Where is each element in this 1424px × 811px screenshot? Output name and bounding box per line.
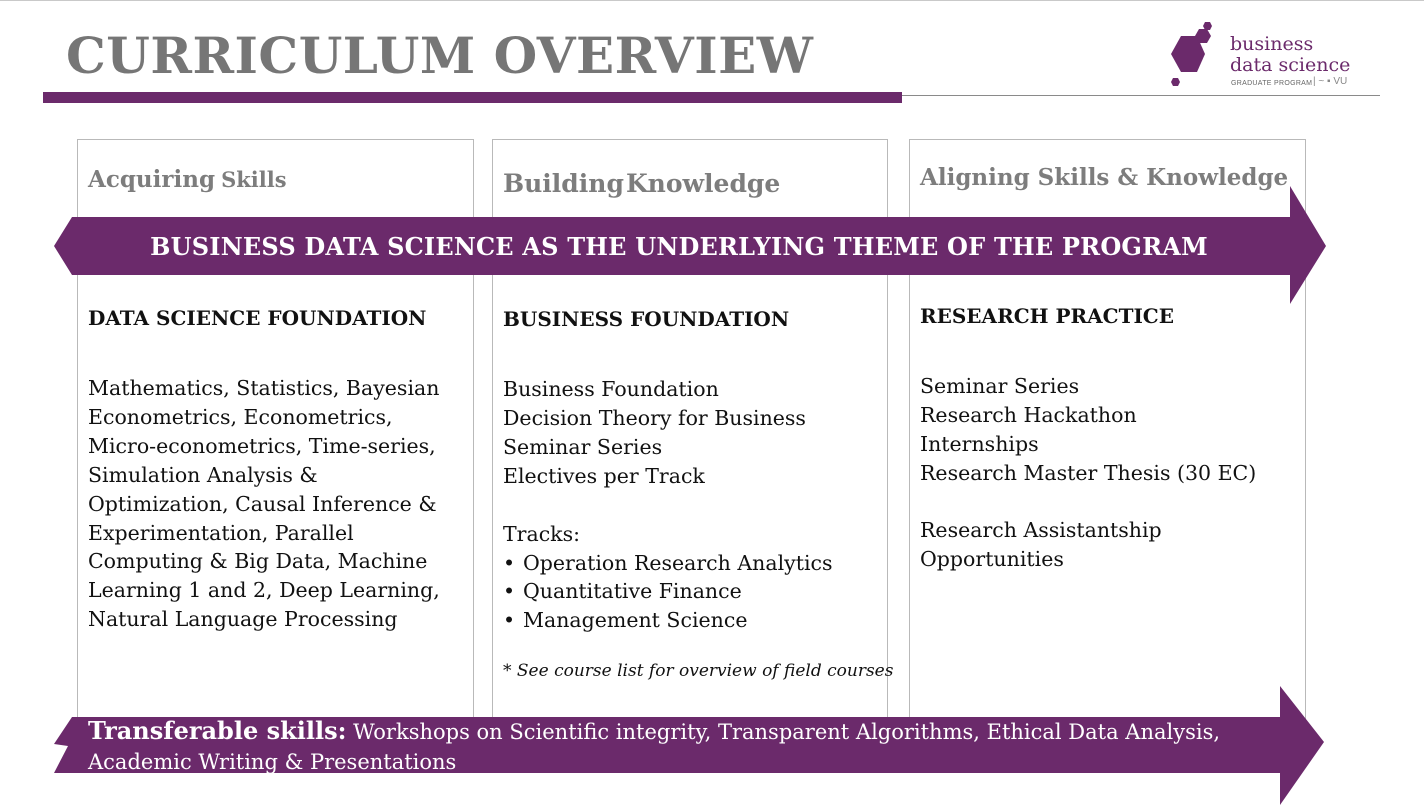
course-line: Natural Language Processing <box>88 607 398 632</box>
spacer <box>920 488 1256 516</box>
course-line: Research Assistantship <box>920 517 1162 542</box>
course-line: Mathematics, Statistics, Bayesian <box>88 376 440 400</box>
course-line: Seminar Series <box>920 374 1080 398</box>
theme-banner-text: BUSINESS DATA SCIENCE AS THE UNDERLYING THEME OF THE PROGRAM <box>150 231 1208 261</box>
transferable-skills-rest: Workshops on Scientific integrity, Transparent Algorithms, Ethical Data Analysis, <box>346 720 1221 744</box>
column-2-course-list <box>503 375 833 635</box>
course-line: Research Hackathon <box>920 402 1137 427</box>
transferable-skills-lead: Transferable skills: <box>88 716 347 745</box>
course-line: Simulation Analysis & <box>88 462 318 487</box>
transferable-skills-line-2: Academic Writing & Presentations <box>88 750 457 774</box>
logo-line-2: data science <box>1230 54 1351 76</box>
column-1-course-list <box>88 374 440 634</box>
course-line: Computing & Big Data, Machine <box>88 549 428 574</box>
course-line: Experimentation, Parallel <box>88 520 354 545</box>
column-2-heading-a: Building <box>503 169 624 198</box>
column-3-course-list <box>920 372 1256 573</box>
program-logo <box>1165 18 1415 96</box>
transferable-skills-line-1 <box>88 716 1258 747</box>
spacer <box>503 491 833 520</box>
course-line: Opportunities <box>920 546 1064 571</box>
logo-subtitle: GRADUATE PROGRAM <box>1231 80 1313 87</box>
course-line: Learning 1 and 2, Deep Learning, <box>88 578 440 603</box>
title-underline-bar <box>43 92 902 103</box>
logo-wordmark <box>1230 34 1350 76</box>
column-1-heading-a: Acquiring <box>88 166 216 193</box>
course-line: Optimization, Causal Inference & <box>88 491 437 516</box>
tracks-label: Tracks: <box>503 521 581 546</box>
track-item: • Operation Research Analytics <box>503 549 833 578</box>
course-line: Electives per Track <box>503 463 705 488</box>
top-border <box>0 0 1424 1</box>
track-item: • Management Science <box>503 606 833 635</box>
column-1-subheading: DATA SCIENCE FOUNDATION <box>88 306 427 330</box>
page-title: CURRICULUM OVERVIEW <box>66 26 814 85</box>
course-line: Micro-econometrics, Time-series, <box>88 433 436 458</box>
column-2-subheading: BUSINESS FOUNDATION <box>503 307 790 331</box>
column-2-heading-b: Knowledge <box>625 169 781 198</box>
course-line: Seminar Series <box>503 434 663 459</box>
column-3-heading: Aligning Skills & Knowledge <box>920 164 1289 191</box>
column-1-heading-b: Skills <box>221 167 287 192</box>
course-line: Internships <box>920 431 1039 456</box>
logo-line-1: business <box>1230 33 1314 55</box>
logo-partners: | ~ ▪ VU <box>1313 76 1348 87</box>
course-line: Decision Theory for Business <box>503 405 806 430</box>
track-item: • Quantitative Finance <box>503 577 833 606</box>
hexagon-logo-icon <box>1165 18 1235 96</box>
field-courses-note: * See course list for overview of field courses <box>503 661 894 681</box>
transferable-skills-text <box>88 716 1258 777</box>
course-line: Econometrics, Econometrics, <box>88 404 393 429</box>
column-3-subheading: RESEARCH PRACTICE <box>920 304 1174 328</box>
course-line: Research Master Thesis (30 EC) <box>920 460 1257 485</box>
course-line: Business Foundation <box>503 377 719 401</box>
